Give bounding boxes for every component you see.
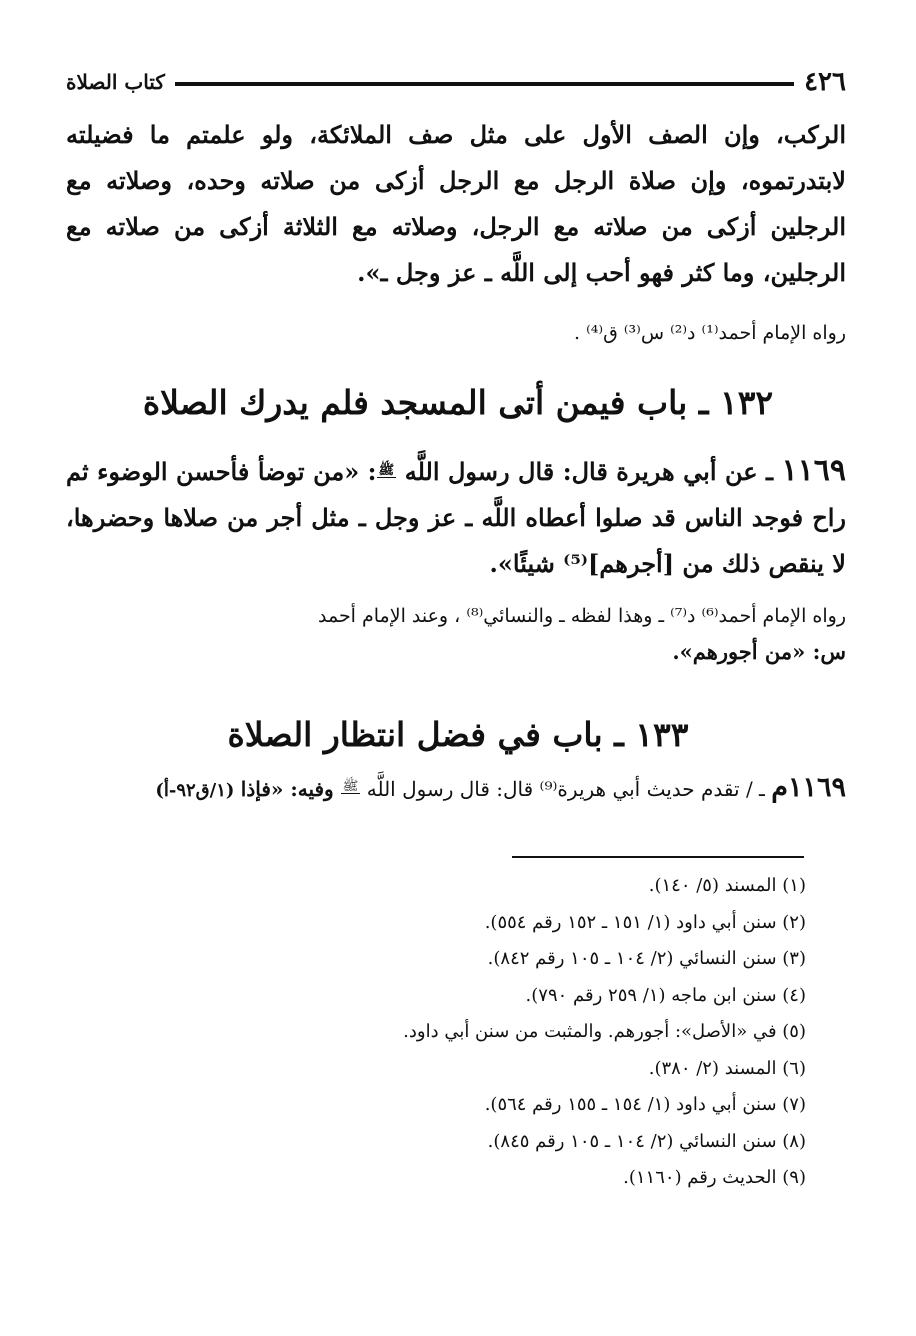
footnote-separator bbox=[512, 856, 804, 858]
header-rule bbox=[175, 82, 794, 86]
hadith-text: : «من توضأ فأحسن الوضوء ثم راح فوجد الناس قد صلوا أعطاه اللَّه ـ عز وجل ـ مثل أجر من صلاها وحضرها، لا ينقص ذلك من [أجرهم]⁽⁵⁾ شيئًا». bbox=[66, 457, 846, 578]
riwaya-line: رواه الإمام أحمد⁽¹⁾ د⁽²⁾ س⁽³⁾ ق⁽⁴⁾ . bbox=[574, 322, 846, 344]
hadith-text: ـ / تقدم حديث أبي هريرة⁽⁹⁾ قال: قال رسول اللَّه bbox=[360, 777, 772, 801]
footnotes bbox=[60, 868, 806, 1197]
footnote: (٧) سنن أبي داود (١/ ١٥٤ ـ ١٥٥ رقم ٥٦٤). bbox=[484, 1094, 806, 1115]
footnote: (٣) سنن النسائي (٢/ ١٠٤ ـ ١٠٥ رقم ٨٤٢). bbox=[487, 948, 806, 969]
page-number: ٤٢٦ bbox=[804, 67, 846, 97]
hadith-lead: ـ عن أبي هريرة قال: قال رسول اللَّه bbox=[396, 457, 782, 486]
footnote: (٢) سنن أبي داود (١/ ١٥١ ـ ١٥٢ رقم ٥٥٤). bbox=[484, 911, 806, 933]
hadith-1169 bbox=[66, 448, 846, 587]
hadith-1169m bbox=[6, 770, 846, 809]
running-header bbox=[66, 64, 846, 100]
book-title: كتاب الصلاة bbox=[66, 70, 165, 94]
chapter-heading-132: ١٣٢ ـ باب فيمن أتى المسجد فلم يدرك الصلاة bbox=[142, 383, 774, 422]
footnote: (٨) سنن النسائي (٢/ ١٠٤ ـ ١٠٥ رقم ٨٤٥). bbox=[487, 1130, 806, 1152]
hadith-text-end: وفيه: «فإذا bbox=[240, 777, 341, 801]
riwaya-variant: س: «من أجورهم». bbox=[672, 639, 846, 664]
honorific-glyph: ﷺ bbox=[342, 779, 359, 794]
manuscript-margin-ref: (١/ق٩٢-أ) bbox=[155, 780, 235, 801]
footnote: (٥) في «الأصل»: أجورهم. والمثبت من سنن أبي داود. bbox=[403, 1021, 806, 1042]
hadith-number: ١١٦٩م bbox=[771, 772, 846, 803]
hadith-1169-riwaya bbox=[66, 598, 846, 671]
footnote: (٩) الحديث رقم (١١٦٠). bbox=[623, 1167, 806, 1188]
footnote: (٤) سنن ابن ماجه (١/ ٢٥٩ رقم ٧٩٠). bbox=[525, 984, 806, 1006]
hadith-number: ١١٦٩ bbox=[781, 453, 846, 488]
footnote: (٦) المسند (٢/ ٣٨٠). bbox=[648, 1057, 806, 1079]
honorific-glyph: ﷺ bbox=[378, 463, 395, 478]
continued-hadith-text: الركب، وإن الصف الأول على مثل صف الملائكة، ولو علمتم ما فضيلته لابتدرتموه، وإن صلاة الرجل مع الرجل أزكى من صلاته وحده، وصلاته مع الرجلين أزكى من صلاته مع الرجل، وصلاته مع الثلاثة أزكى من صلاته مع الرجلين، وما كثر فهو أحب إلى اللَّه ـ عز وجل ـ». bbox=[66, 120, 846, 287]
footnote: (١) المسند (٥/ ١٤٠). bbox=[648, 875, 806, 896]
riwaya-text: رواه الإمام أحمد⁽⁶⁾ د⁽⁷⁾ ـ وهذا لفظه ـ والنسائي⁽⁸⁾ ، وعند الإمام أحمد bbox=[317, 605, 846, 627]
chapter-heading-133: ١٣٣ ـ باب في فضل انتظار الصلاة bbox=[227, 715, 689, 754]
